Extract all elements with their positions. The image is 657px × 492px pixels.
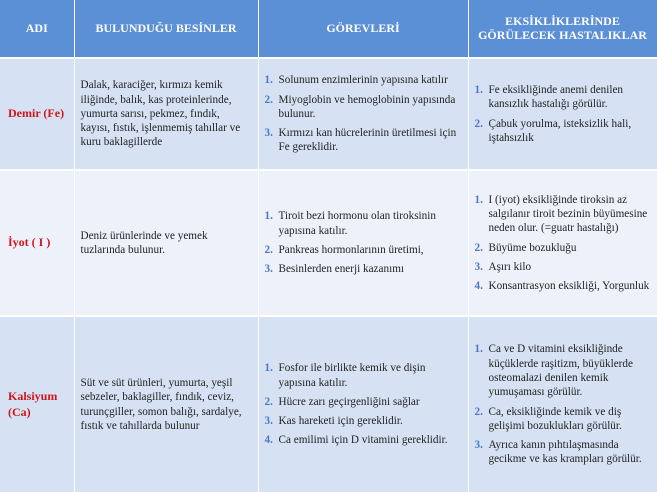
mineral-name: İyot ( I ) <box>0 170 74 316</box>
table-row-calcium <box>0 316 657 492</box>
deficiency-item: 1. Ca ve D vitamini eksikliğinde küçüklerde raşitizm, büyüklerde osteomalazi denilen kemik yumuşaması görülür. <box>474 343 633 399</box>
table-row-iodine <box>0 170 657 316</box>
deficiency-item: 4. Konsantrasyon eksikliği, Yorgunluk <box>474 280 650 293</box>
deficiency-item: 2. Büyüme bozukluğu <box>474 241 577 254</box>
functions-cell <box>258 316 468 492</box>
deficiency-cell <box>468 170 657 316</box>
deficiency-item: 2. Ca, eksikliğinde kemik ve diş gelişimi bozuklukları görülür. <box>474 405 622 432</box>
functions-cell <box>258 170 468 316</box>
mineral-name: Kalsiyum (Ca) <box>0 316 74 492</box>
function-item: 3. Kas hareketi için gereklidir. <box>264 415 403 428</box>
functions-cell <box>258 58 468 170</box>
function-item: 2. Hücre zarı geçirgenliğini sağlar <box>264 395 420 408</box>
header-deficiency: EKSİKLİKLERİNDE GÖRÜLECEK HASTALIKLAR <box>468 0 657 58</box>
deficiency-item: 3. Ayrıca kanın pıhtılaşmasında gecikme ve kas krampları görülür. <box>474 439 642 466</box>
function-item: 1. Tiroit bezi hormonu olan tiroksinin yapısına katılır. <box>264 210 436 237</box>
function-item: 3. Kırmızı kan hücrelerinin üretilmesi için Fe gereklidir. <box>264 127 457 154</box>
sources-cell: Süt ve süt ürünleri, yumurta, yeşil sebzeler, baklagiller, fındık, ceviz, turunçgiller, somon balığı, sardalye, fıstık ve tahıllarda bulunur <box>74 316 258 492</box>
deficiency-item: 3. Aşırı kilo <box>474 260 532 273</box>
header-functions: GÖREVLERİ <box>258 0 468 58</box>
function-item: 1. Solunum enzimlerinin yapısına katılır <box>264 74 448 87</box>
header-row <box>0 0 657 58</box>
sources-cell: Deniz ürünlerinde ve yemek tuzlarında bulunur. <box>74 170 258 316</box>
table-row-iron <box>0 58 657 170</box>
function-item: 1. Fosfor ile birlikte kemik ve dişin yapısına katılır. <box>264 362 426 389</box>
deficiency-cell <box>468 58 657 170</box>
deficiency-cell <box>468 316 657 492</box>
deficiency-item: 1. I (iyot) eksikliğinde tiroksin az salgılanır tiroit bezinin büyümesine neden olur. (=guatr hastalığı) <box>474 193 648 235</box>
sources-cell: Dalak, karaciğer, kırmızı kemik iliğinde, balık, kas proteinlerinde, yumurta sarısı, pekmez, fındık, kayısı, fıstık, işlenmemiş tahıllar ve kuru baklagillerde <box>74 58 258 170</box>
function-item: 3. Besinlerden enerji kazanımı <box>264 263 404 276</box>
function-item: 2. Miyoglobin ve hemoglobinin yapısında bulunur. <box>264 93 456 120</box>
deficiency-item: 2. Çabuk yorulma, isteksizlik hali, iştahsızlık <box>474 117 632 144</box>
mineral-name: Demir (Fe) <box>0 58 74 170</box>
function-item: 4. Ca emilimi için D vitamini gereklidir. <box>264 434 448 447</box>
deficiency-item: 1. Fe eksikliğinde anemi denilen kansızlık hastalığı görülür. <box>474 83 624 111</box>
function-item: 2. Pankreas hormonlarının üretimi, <box>264 244 424 256</box>
header-name: ADI <box>0 0 74 58</box>
header-sources: BULUNDUĞU BESİNLER <box>74 0 258 58</box>
